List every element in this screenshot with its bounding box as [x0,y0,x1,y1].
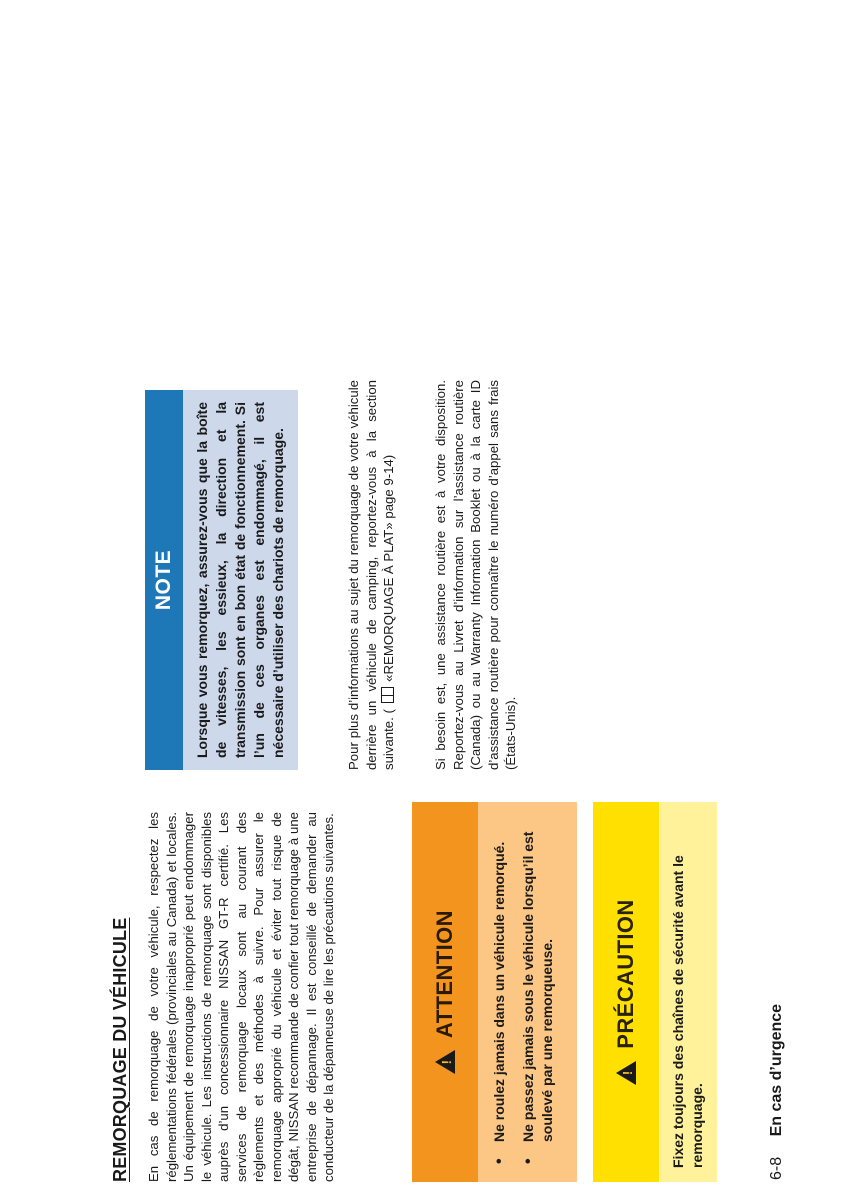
note-header: NOTE [145,390,183,770]
warning-triangle-icon: ! [616,1061,636,1085]
precaution-title: PRÉCAUTION [613,899,638,1049]
precaution-header [593,802,659,1182]
attention-title: ATTENTION [432,910,457,1038]
intro-paragraph: En cas de remorquage de votre véhicule, respectez les réglementations fédérales (provinciales au Canada) et locales. Un équipement de remorquage inapproprié peut endommager le véhicule. Les instructions de remorquage sont disponibles auprès d’un concessionnaire NISSAN GT-R certifié. Les services de remorquage locaux sont au courant des règlements et des méthodes à suivre. Pour assurer le remorquage approprié du véhicule et éviter tout risque de dégât, NISSAN recommande de confier tout remorquage à une entreprise de dépannage. Il est conseillé de demander au conducteur de la dépanneuse de lire les précautions suivantes. [146,812,336,1182]
book-reference-icon [381,687,394,703]
roadside-paragraph: Si besoin est, une assistance routière est à votre disposition. Reportez-vous au Livret d’information sur l’assistance routière (Canada) ou au Warranty Information Booklet ou à la carte ID d’assistance routière pour connaître le numéro d’appel sans frais (États-Unis). [433,380,518,770]
attention-box [412,802,577,1182]
note-text: Lorsque vous remorquez, assurez-vous que la boîte de vitesses, les essieux, la direction et la transmission sont en bon état de fonctionnement. Si l’un de ces organes est endommagé, il est nécessaire d’utiliser des chariots de remorquage. [183,390,298,770]
attention-list [490,816,557,1168]
warning-triangle-icon: ! [435,1050,455,1074]
camping-paragraph [345,380,398,770]
chapter-name: En cas d’urgence [768,1003,785,1137]
page-number: 6-8 [768,1156,785,1180]
camping-reference-link[interactable]: «REMORQUAGE À PLAT» page 9-14) [381,454,396,682]
note-box [145,390,298,770]
precaution-text: Fixez toujours des chaînes de sécurité avant le remorquage. [659,802,717,1182]
attention-item: • Ne passez jamais sous le véhicule lorsqu’il est soulevé par une remorqueuse. [519,816,557,1168]
attention-header [412,802,478,1182]
attention-body [478,802,577,1182]
precaution-box [593,802,717,1182]
attention-item: • Ne roulez jamais dans un véhicule remorqué. [490,816,509,1168]
page-footer [768,1004,786,1180]
section-title: REMORQUAGE DU VÉHICULE [110,917,130,1182]
camping-text: Pour plus d’informations au sujet du remorquage de votre véhicule derrière un véhicule de camping, reportez-vous à la section suivante. ( [346,380,396,770]
